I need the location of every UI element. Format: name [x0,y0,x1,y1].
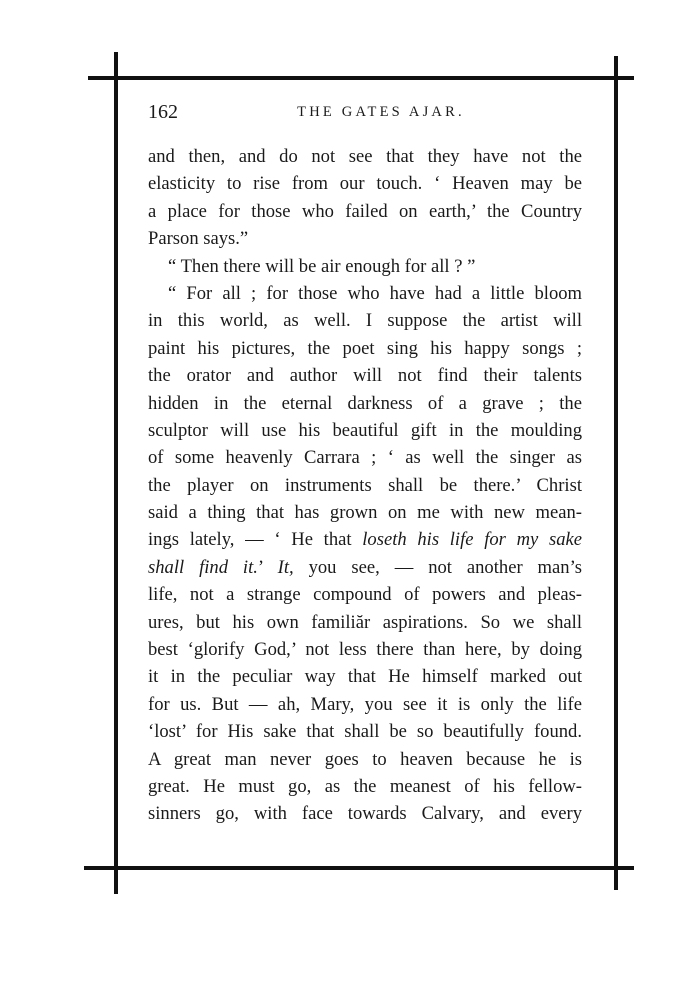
text-line: ‘lost’ for His sake that shall be so beautifully found. [148,721,582,743]
text-line [148,526,582,553]
text-line: of some heavenly Carrara ; ‘ as well the singer as [148,447,582,469]
running-head [148,97,594,127]
text-segment: ’ [257,556,278,578]
italic-text: loseth his life for my sake [362,529,582,551]
text-line: the orator and author will not find their talents [148,365,582,387]
text-line: “ For all ; for those who have had a little bloom [168,282,582,304]
text-line: in this world, as well. I suppose the artist will [148,310,582,332]
text-line [148,554,582,581]
text-line: for us. But — ah, Mary, you see it is only the life [148,693,582,715]
text-line: “ Then there will be air enough for all ? ” [168,255,476,277]
italic-text: It, [277,556,294,578]
text-line: Parson says.” [148,228,249,250]
text-line: and then, and do not see that they have not the [148,146,582,167]
text-line: hidden in the eternal darkness of a grave ; the [148,392,582,414]
text-line: best ‘glorify God,’ not less there than here, by doing [148,639,582,661]
italic-text: shall find it. [148,556,258,578]
text-line: said a thing that has grown on me with new mean- [148,502,582,524]
book-title: THE GATES AJAR. [297,104,465,120]
text-line: elasticity to rise from our touch. ‘ Heaven may be [148,173,582,195]
text-line: great. He must go, as the meanest of his fellow- [148,775,582,797]
text-line: paint his pictures, the poet sing his happy songs ; [148,337,582,359]
text-line: ures, but his own familiăr aspirations. So we shall [148,611,582,633]
text-line: life, not a strange compound of powers and pleas- [148,584,582,606]
frame-rule-top [88,76,634,80]
frame-rule-left [114,52,118,894]
text-segment: ings lately, — ‘ He that [148,529,363,551]
text-line: it in the peculiar way that He himself marked out [148,666,582,688]
text-line: sculptor will use his beautiful gift in the moulding [148,419,582,441]
text-line: the player on instruments shall be there.’ Christ [148,474,582,496]
text-line: a place for those who failed on earth,’ the Country [148,200,582,222]
page-number: 162 [148,101,178,123]
text-line: A great man never goes to heaven because he is [148,748,582,770]
frame-rule-bottom [84,866,634,870]
text-line: sinners go, with face towards Calvary, and every [148,803,582,825]
frame-rule-right [614,56,618,890]
text-segment: you see, — not another man’s [293,556,582,578]
body-text [148,143,582,828]
